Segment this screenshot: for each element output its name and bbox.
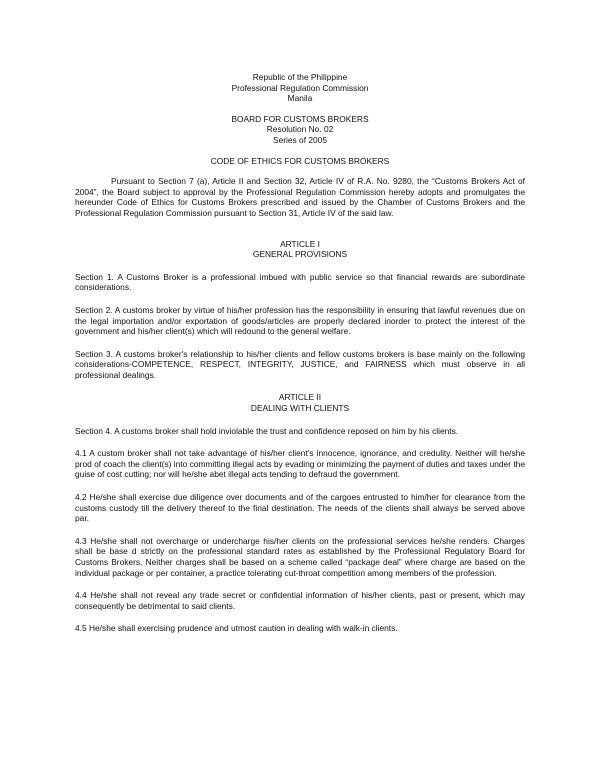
article-2	[75, 392, 525, 634]
country-line: Republic of the Philippine	[252, 72, 348, 82]
section-3: Section 3. A customs broker's relationship to his/her clients and fellow customs brokers is base mainly on the following considerations-COMPETENCE, RESPECT, INTEGRITY, JUSTICE, and FAIRNESS which must observe in all professional dealings.	[75, 348, 525, 380]
resolution-series: Series of 2005	[272, 134, 327, 145]
resolution-number: Resolution No. 02	[266, 124, 334, 135]
section-4-5: 4.5 He/she shall exercising prudence and utmost caution in dealing with walk-in clients.	[75, 623, 398, 634]
section-4-1: 4.1 A custom broker shall not take advantage of his/her client's innocence, ignorance, and credulity. Neither will he/she prod of coach the client(s) into committing illegal acts by evading or minimizing the payment of duties and taxes under the guise of cost cutting; nor will he/she abet illegal acts tending to defraud the government.	[75, 448, 525, 480]
city-line: Manila	[287, 93, 313, 104]
section-4-2: 4.2 He/she shall exercise due diligence over documents and of the cargoes entrusted to him/her for clearance from the customs custody till the delivery thereof to the final destination. The needs of the clients shall always be served above par.	[75, 492, 525, 524]
board-block	[75, 114, 525, 146]
article-1-heading: ARTICLE I	[280, 238, 320, 249]
section-4-4: 4.4 He/she shall not reveal any trade secret or confidential information of his/her clients, past or present, which may consequently be detrimental to said clients.	[75, 590, 525, 611]
article-2-subheading: DEALING WITH CLIENTS	[250, 403, 350, 414]
board-name: BOARD FOR CUSTOMS BROKERS	[231, 113, 369, 124]
section-4: Section 4. A customs broker shall hold inviolable the trust and confidence reposed on him by his clients.	[75, 425, 459, 436]
document-title: CODE OF ETHICS FOR CUSTOMS BROKERS	[210, 155, 390, 166]
letterhead	[75, 72, 525, 104]
commission-line: Professional Regulation Commission	[231, 82, 369, 93]
article-1-subheading: GENERAL PROVISIONS	[252, 249, 348, 260]
section-1: Section 1. A Customs Broker is a professional imbued with public service so that financial rewards are subordinate considerations.	[75, 271, 525, 293]
article-2-heading: ARTICLE II	[278, 392, 322, 403]
section-4-3: 4.3 He/she shall not overcharge or undercharge his/her clients on the professional services he/she renders. Charges shall be base d strictly on the professional standard rates as established by the Professional Regulatory Board for Customs Brokers. Neither charges shall be based on a scheme called “package deal” where charge are based on the individual package or per container, a practice tolerating cut-throat competition among members of the profession.	[75, 535, 525, 578]
article-1	[75, 239, 525, 381]
section-2: Section 2. A customs broker by virtue of his/her profession has the responsibility in ensuring that lawful revenues due on the legal importation and/or exportation of goods/articles are properly declared inorder to protect the interest of the government and his/her client(s) which will redound to the general welfare.	[75, 304, 525, 337]
preamble: Pursuant to Section 7 (a), Article II and Section 32, Article IV of R.A. No. 9280, the “Customs Brokers Act of 2004”, the Board subject to approval by the Professional Regulation Commission hereby adopts and promulgates the hereunder Code of Ethics for Customs Brokers prescribed and issued by the Chamber of Customs Brokers and the Professional Regulation Commission pursuant to Section 31, Article IV of the said law.	[75, 176, 525, 218]
